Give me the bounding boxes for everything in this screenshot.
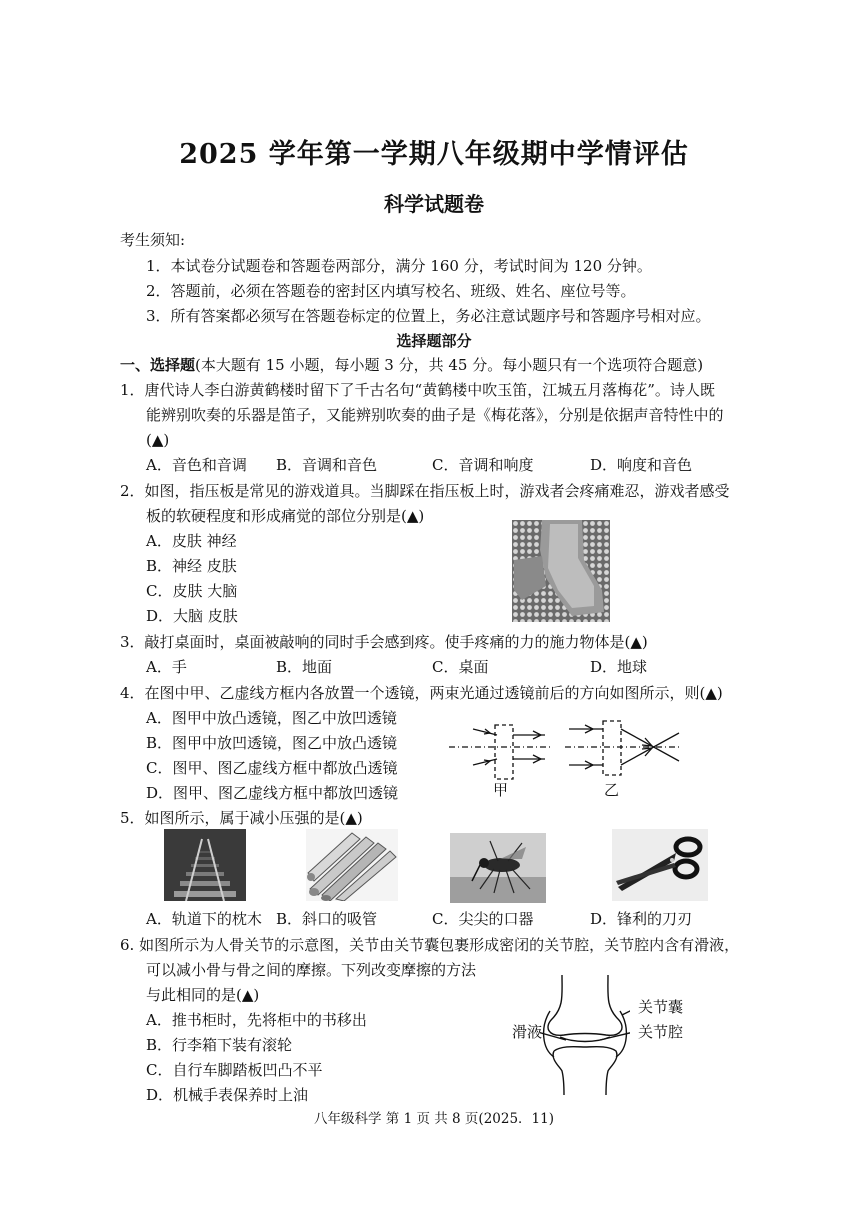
q1-option-d: D．响度和音色 (590, 456, 693, 474)
exam-title: 2025 学年第一学期八年级期中学情评估 (179, 139, 689, 170)
q2-option-b: B．神经 皮肤 (146, 557, 237, 575)
q6-option-b: B．行李箱下装有滚轮 (146, 1036, 293, 1054)
q3-option-d: D．地球 (590, 658, 648, 676)
section-header (120, 355, 703, 375)
page-footer: 八年级科学 第 1 页 共 8 页(2025．11) (314, 1111, 554, 1127)
q5-option-c: C．尖尖的口器 (432, 910, 534, 928)
acupressure-board-photo (512, 520, 610, 622)
q3-option-b: B．地面 (276, 658, 333, 676)
q4-option-d: D．图甲、图乙虚线方框中都放凹透镜 (146, 784, 399, 802)
q4-line: 4．在图中甲、乙虚线方框内各放置一个透镜，两束光通过透镜前后的方向如图所示，则(▲) (120, 684, 723, 702)
q2-option-a: A．皮肤 神经 (146, 532, 237, 550)
q1-line: 1．唐代诗人李白游黄鹤楼时留下了千古名句“黄鹤楼中吹玉笛，江城五月落梅花”。诗人既 (120, 381, 715, 399)
q2-line: 板的软硬程度和形成痛觉的部位分别是(▲) (146, 507, 425, 525)
straws-photo (306, 829, 398, 901)
q3-option-c: C．桌面 (432, 658, 489, 676)
knee-joint-diagram (540, 975, 630, 1095)
q6-line: 与此相同的是(▲) (146, 986, 260, 1004)
q4-option-b: B．图甲中放凹透镜，图乙中放凸透镜 (146, 734, 398, 752)
section-desc: (本大题有 15 小题，每小题 3 分，共 45 分。每小题只有一个选项符合题意) (195, 356, 704, 374)
label-joint-cavity: 关节腔 (638, 1023, 684, 1041)
q4-option-a: A．图甲中放凸透镜，图乙中放凹透镜 (146, 709, 397, 727)
exam-subtitle: 科学试题卷 (384, 192, 484, 216)
q6-option-d: D．机械手表保养时上油 (146, 1086, 309, 1104)
notice-item: 3．所有答案都必须写在答题卷标定的位置上，务必注意试题序号和答题序号相对应。 (146, 307, 711, 325)
notice-item: 1．本试卷分试题卷和答题卷两部分，满分 160 分，考试时间为 120 分钟。 (146, 257, 652, 275)
section-heading: 一、选择题 (120, 356, 196, 374)
part-title: 选择题部分 (396, 332, 472, 350)
q1-line: 能辨别吹奏的乐器是笛子，又能辨别吹奏的曲子是《梅花落》，分别是依据声音特性中的 (146, 406, 724, 424)
q4-option-c: C．图甲、图乙虚线方框中都放凸透镜 (146, 759, 398, 777)
q6-line: 可以减小骨与骨之间的摩擦。下列改变摩擦的方法 (146, 961, 477, 979)
lens-diagram (445, 715, 685, 800)
label-joint-capsule: 关节囊 (638, 998, 684, 1016)
q5-option-d: D．锋利的刀刃 (590, 910, 693, 928)
q6-option-c: C．自行车脚踏板凹凸不平 (146, 1061, 323, 1079)
q5-option-b: B．斜口的吸管 (276, 910, 378, 928)
q6-option-a: A．推书柜时，先将柜中的书移出 (146, 1011, 367, 1029)
railway-sleepers-photo (164, 829, 246, 901)
notice-item: 2．答题前，必须在答题卷的密封区内填写校名、班级、姓名、座位号等。 (146, 282, 636, 300)
q1-option-c: C．音调和响度 (432, 456, 534, 474)
q1-line: (▲) (146, 431, 170, 449)
notice-heading: 考生须知: (120, 231, 186, 249)
scissors-photo (612, 829, 708, 901)
q2-option-d: D．大脑 皮肤 (146, 607, 238, 625)
q6-line: 6. 如图所示为人骨关节的示意图，关节由关节囊包裹形成密闭的关节腔，关节腔内含有滑液， (120, 936, 740, 954)
q1-option-b: B．音调和音色 (276, 456, 378, 474)
q2-line: 2．如图，指压板是常见的游戏道具。当脚踩在指压板上时，游戏者会疼痛难忍，游戏者感受 (120, 482, 730, 500)
q3-option-a: A．手 (146, 658, 187, 676)
lens-label-jia: 甲 (493, 781, 509, 799)
q1-option-a: A．音色和音调 (146, 456, 247, 474)
q5-line: 5．如图所示，属于减小压强的是(▲) (120, 809, 363, 827)
lens-label-yi: 乙 (604, 781, 620, 799)
q2-option-c: C．皮肤 大脑 (146, 582, 238, 600)
label-synovial-fluid: 滑液 (512, 1023, 543, 1041)
q3-line: 3．敲打桌面时，桌面被敲响的同时手会感到疼。使手疼痛的力的施力物体是(▲) (120, 633, 648, 651)
mosquito-photo (450, 833, 546, 903)
q5-option-a: A．轨道下的枕木 (146, 910, 262, 928)
